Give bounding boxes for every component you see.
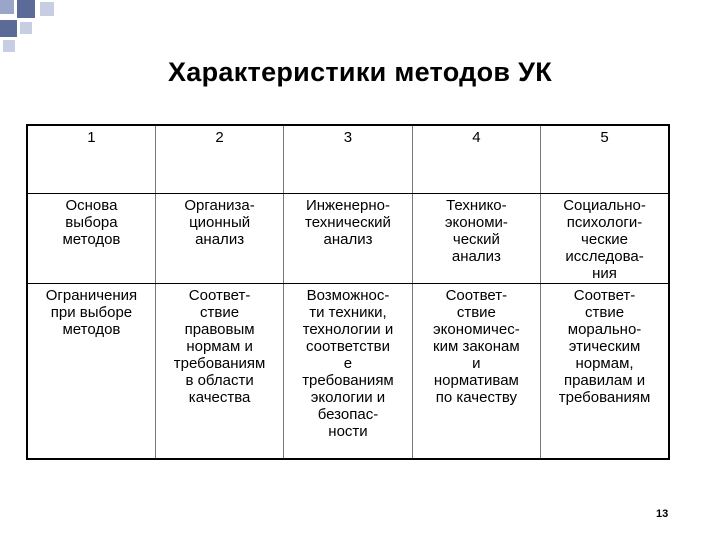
table-header-cell: 2 (155, 125, 283, 194)
table-cell: Соответ- ствие экономичес- ким законам и нормативам по качеству (412, 284, 540, 460)
table-header-cell: 5 (541, 125, 669, 194)
table-cell: Инженерно- технический анализ (284, 194, 412, 284)
page-number: 13 (656, 508, 669, 520)
table-cell: Соответ- ствие морально- этическим нормам, правилам и требованиям (541, 284, 669, 460)
table-cell: Соответ- ствие правовым нормам и требованиям в области качества (155, 284, 283, 460)
decoration-square (40, 2, 54, 16)
decoration-square (0, 20, 17, 37)
decoration-square (20, 22, 32, 34)
table-header-row (27, 125, 669, 194)
table-header-cell: 1 (27, 125, 155, 194)
table-cell: Основа выбора методов (27, 194, 155, 284)
table-cell: Социально- психологи- ческие исследова- ния (541, 194, 669, 284)
methods-table (26, 124, 670, 460)
table-header-cell: 3 (284, 125, 412, 194)
table-row (27, 284, 669, 460)
decoration-square (17, 0, 35, 18)
table-cell: Технико- экономи- ческий анализ (412, 194, 540, 284)
slide-title: Характеристики методов УК (168, 57, 552, 87)
table-cell: Ограничения при выборе методов (27, 284, 155, 460)
table-cell: Возможнос- ти техники, технологии и соответстви е требованиям экологии и безопас- ности (284, 284, 412, 460)
decoration-square (0, 0, 14, 14)
table-cell: Организа- ционный анализ (155, 194, 283, 284)
decoration-square (3, 40, 15, 52)
table-header-cell: 4 (412, 125, 540, 194)
table-row (27, 194, 669, 284)
